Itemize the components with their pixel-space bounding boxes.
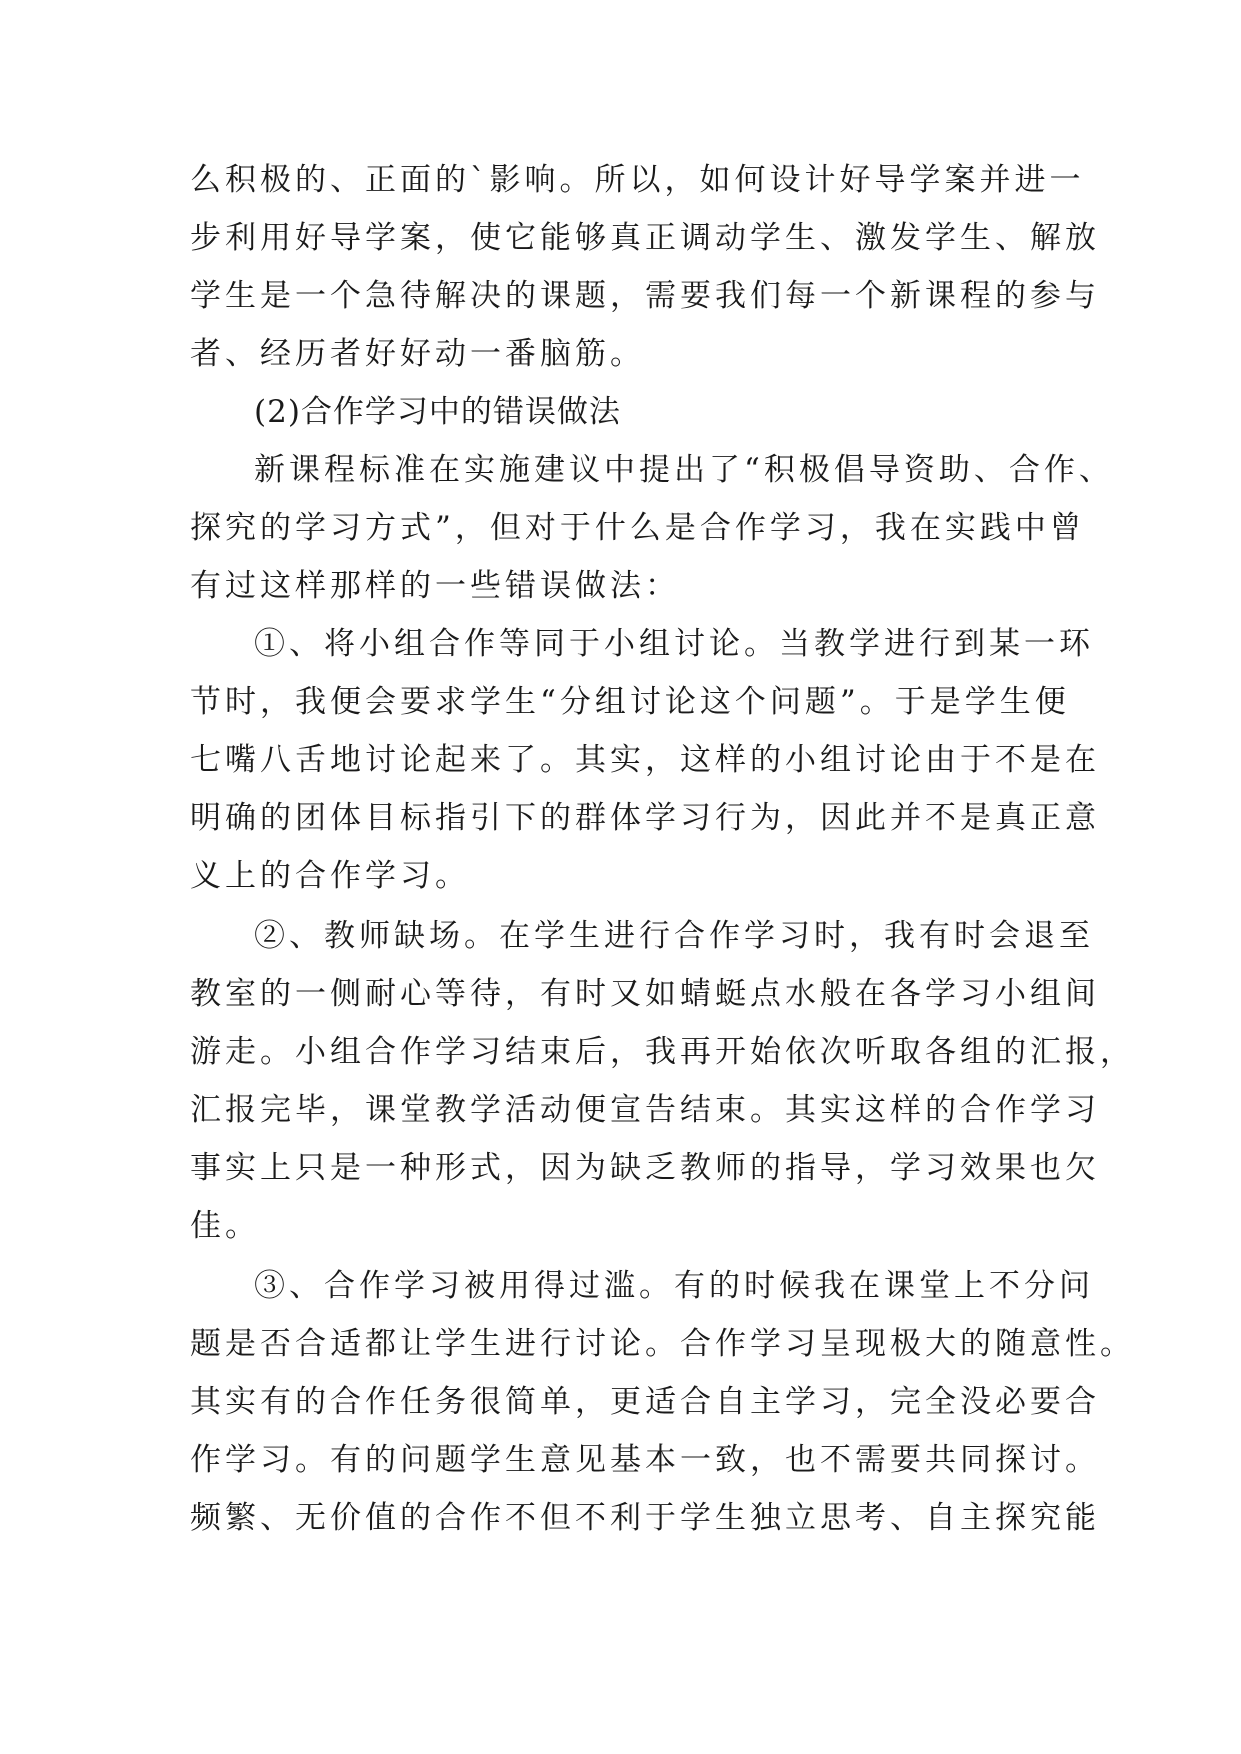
section-subheading: (2)合作学习中的错误做法	[254, 394, 621, 430]
text-line: 游走。小组合作学习结束后，我再开始依次听取各组的汇报，	[190, 1034, 1135, 1070]
text-line: 事实上只是一种形式，因为缺乏教师的指导，学习效果也欠	[190, 1150, 1100, 1186]
text-line: 么积极的、正面的`影响。所以，如何设计好导学案并进一	[190, 162, 1085, 198]
text-line: 明确的团体目标指引下的群体学习行为，因此并不是真正意	[190, 800, 1100, 836]
text-line: 题是否合适都让学生进行讨论。合作学习呈现极大的随意性。	[190, 1326, 1135, 1362]
text-line: 频繁、无价值的合作不但不利于学生独立思考、自主探究能	[190, 1500, 1100, 1536]
text-line: 节时，我便会要求学生“分组讨论这个问题”。于是学生便	[190, 684, 1070, 720]
text-line: 作学习。有的问题学生意见基本一致，也不需要共同探讨。	[190, 1442, 1100, 1478]
text-line: 步利用好导学案，使它能够真正调动学生、激发学生、解放	[190, 220, 1100, 256]
text-line: 新课程标准在实施建议中提出了“积极倡导资助、合作、	[254, 452, 1114, 488]
text-line: 教室的一侧耐心等待，有时又如蜻蜓点水般在各学习小组间	[190, 976, 1100, 1012]
text-line: 义上的合作学习。	[190, 858, 470, 894]
text-line: 佳。	[190, 1208, 260, 1244]
text-line: 其实有的合作任务很简单，更适合自主学习，完全没必要合	[190, 1384, 1100, 1420]
text-line: ②、教师缺场。在学生进行合作学习时，我有时会退至	[254, 918, 1094, 954]
text-line: 汇报完毕，课堂教学活动便宣告结束。其实这样的合作学习	[190, 1092, 1100, 1128]
text-line: 探究的学习方式”，但对于什么是合作学习，我在实践中曾	[190, 510, 1085, 546]
text-line: 学生是一个急待解决的课题，需要我们每一个新课程的参与	[190, 278, 1100, 314]
text-line: 有过这样那样的一些错误做法：	[190, 568, 680, 604]
text-line: ③、合作学习被用得过滥。有的时候我在课堂上不分问	[254, 1268, 1094, 1304]
text-line: ①、将小组合作等同于小组讨论。当教学进行到某一环	[254, 626, 1094, 662]
text-line: 七嘴八舌地讨论起来了。其实，这样的小组讨论由于不是在	[190, 742, 1100, 778]
text-line: 者、经历者好好动一番脑筋。	[190, 336, 645, 372]
